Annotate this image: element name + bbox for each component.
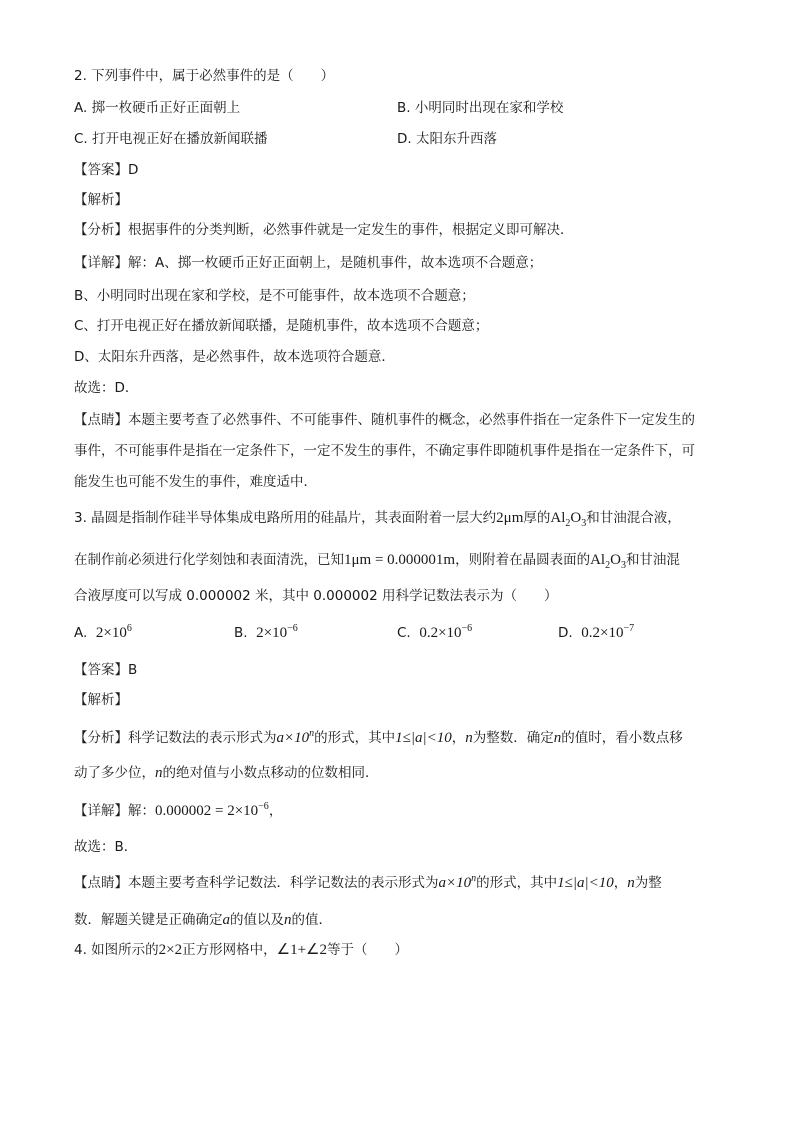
math-base: 0.2×10 — [419, 625, 462, 641]
text: 的值． — [291, 912, 332, 928]
q2-answer: 【答案】D — [74, 162, 139, 178]
text: 数．解题关键是正确确定 — [74, 912, 223, 928]
math-exp: 6 — [126, 623, 132, 634]
q2-dianjing-line-2: 事件，不可能事件是指在一定条件下，一定不发生的事件，不确定事件即随机事件是指在一定条件下，可 — [74, 443, 695, 459]
math-var-n: n — [553, 730, 562, 746]
q3-answer: 【答案】B — [74, 662, 138, 678]
math-var-n: n — [465, 730, 473, 746]
text: 的值时，看小数点移 — [561, 730, 683, 746]
math-exp: −6 — [287, 623, 298, 634]
text: 在制作前必须进行化学刻蚀和表面清洗，已知 — [74, 552, 344, 568]
text: 为整数．确定 — [472, 730, 554, 746]
q3-option-b — [234, 623, 298, 643]
q3-fenxi-line-1 — [74, 728, 683, 748]
math-exp: −6 — [461, 623, 473, 634]
q3-choose: 故选：B． — [74, 839, 138, 855]
option-math — [419, 625, 472, 641]
text: 厚的 — [523, 510, 551, 526]
text: 3. 晶圆是指制作硅半导体集成电路所用的硅晶片，其表面附着一层大约 — [74, 510, 497, 526]
text: 和甘油混合液， — [586, 510, 681, 526]
math-angle-sum: ∠1+∠2 — [276, 942, 327, 958]
text: 正方形网格中， — [182, 942, 277, 958]
text: 【点睛】本题主要考查科学记数法．科学记数法的表示形式为 — [74, 875, 439, 891]
option-label: B. — [234, 625, 248, 641]
math-var-n: n — [284, 912, 292, 928]
math-base: 2×10 — [256, 625, 288, 641]
text: 【详解】解： — [74, 803, 155, 819]
math-var-a: a — [222, 912, 230, 928]
math-base: 2×10 — [95, 625, 127, 641]
q2-xiangjie-line-1: 【详解】解：A、掷一枚硬币正好正面朝上，是随机事件，故本选项不合题意； — [74, 255, 543, 271]
text: 的值以及 — [230, 912, 284, 928]
text: ，则附着在晶圆表面的 — [455, 552, 591, 568]
q3-dianjing-line-2 — [74, 910, 332, 930]
option-label: D. — [558, 625, 573, 641]
q3-option-c — [397, 623, 472, 643]
chem-al: Al — [550, 510, 566, 526]
text: ， — [268, 803, 283, 819]
math-base: a×10 — [276, 730, 310, 746]
option-label: A. — [74, 625, 88, 641]
math-unit-conversion: 1μm = 0.000001m — [344, 552, 456, 568]
q4-stem — [74, 940, 408, 960]
option-math — [96, 625, 132, 641]
text: ， — [451, 730, 466, 746]
math-base: a×10 — [438, 875, 472, 891]
option-label: C. — [397, 625, 411, 641]
math-base: 0.2×10 — [581, 625, 624, 641]
q3-analysis-label: 【解析】 — [74, 692, 128, 708]
q2-choose: 故选：D． — [74, 380, 139, 396]
q3-stem-line-2 — [74, 550, 680, 570]
text: 动了多少位， — [74, 765, 155, 781]
q3-stem-line-3: 合液厚度可以写成 0.000002 米，其中 0.000002 用科学记数法表示为（ ） — [74, 588, 558, 604]
q3-dianjing-line-1 — [74, 873, 662, 893]
q3-option-a — [74, 623, 132, 643]
q3-option-d — [558, 623, 634, 643]
text: 等于（ ） — [327, 942, 408, 958]
chem-formula: $Al_2O_3$ — [550, 510, 587, 529]
math-thickness: 2μm — [496, 510, 524, 526]
q2-option-a: A. 掷一枚硬币正好正面朝上 — [74, 100, 241, 116]
text: 4. 如图所示的 — [74, 942, 159, 958]
text: 和甘油混 — [625, 552, 680, 568]
text: 的形式，其中 — [476, 875, 558, 891]
q2-xiangjie-line-3: C、打开电视正好在播放新闻联播，是随机事件，故本选项不合题意； — [74, 318, 489, 334]
option-math — [581, 625, 634, 641]
text: 的形式，其中 — [314, 730, 396, 746]
chem-al: Al — [590, 552, 606, 568]
q2-option-c: C. 打开电视正好在播放新闻联播 — [74, 131, 268, 147]
math-sci-form — [277, 730, 315, 746]
math-exp: n — [471, 873, 477, 884]
text: ， — [613, 875, 628, 891]
math-exp: −6 — [258, 801, 269, 812]
q2-option-d: D. 太阳东升西落 — [397, 131, 497, 147]
q2-xiangjie-line-4: D、太阳东升西落，是必然事件，故本选项符合题意． — [74, 349, 395, 365]
q2-dianjing-line-3: 能发生也可能不发生的事件，难度适中． — [74, 474, 317, 490]
math-range: 1≤|a|<10 — [395, 730, 452, 746]
text: 的绝对值与小数点移动的位数相同． — [162, 765, 379, 781]
q2-xiangjie-line-2: B、小明同时出现在家和学校，是不可能事件，故本选项不合题意； — [74, 288, 475, 304]
q3-stem-line-1 — [74, 508, 681, 528]
text: 为整 — [634, 875, 662, 891]
math-equation — [155, 803, 269, 819]
q3-xiangjie — [74, 801, 282, 821]
math-var-n: n — [155, 765, 163, 781]
math-exp: n — [309, 728, 315, 739]
q2-dianjing-line-1: 【点睛】本题主要考查了必然事件、不可能事件、随机事件的概念，必然事件指在一定条件下一定发生的 — [74, 412, 695, 428]
math-exp: −7 — [623, 623, 635, 634]
q3-fenxi-line-2 — [74, 763, 379, 783]
q2-stem: 2. 下列事件中，属于必然事件的是（ ） — [74, 68, 335, 84]
chem-formula: $Al_2O_3$ — [590, 552, 626, 571]
math-sci-form — [439, 875, 477, 891]
option-math — [256, 625, 298, 641]
q2-analysis-label: 【解析】 — [74, 192, 128, 208]
math-base: 0.000002 = 2×10 — [155, 803, 259, 819]
q2-option-b: B. 小明同时出现在家和学校 — [397, 100, 564, 116]
text: 【分析】科学记数法的表示形式为 — [74, 730, 277, 746]
q2-fenxi: 【分析】根据事件的分类判断，必然事件就是一定发生的事件，根据定义即可解决． — [74, 222, 574, 238]
math-var-n: n — [627, 875, 635, 891]
math-range: 1≤|a|<10 — [557, 875, 614, 891]
math-grid-size: 2×2 — [158, 942, 183, 958]
